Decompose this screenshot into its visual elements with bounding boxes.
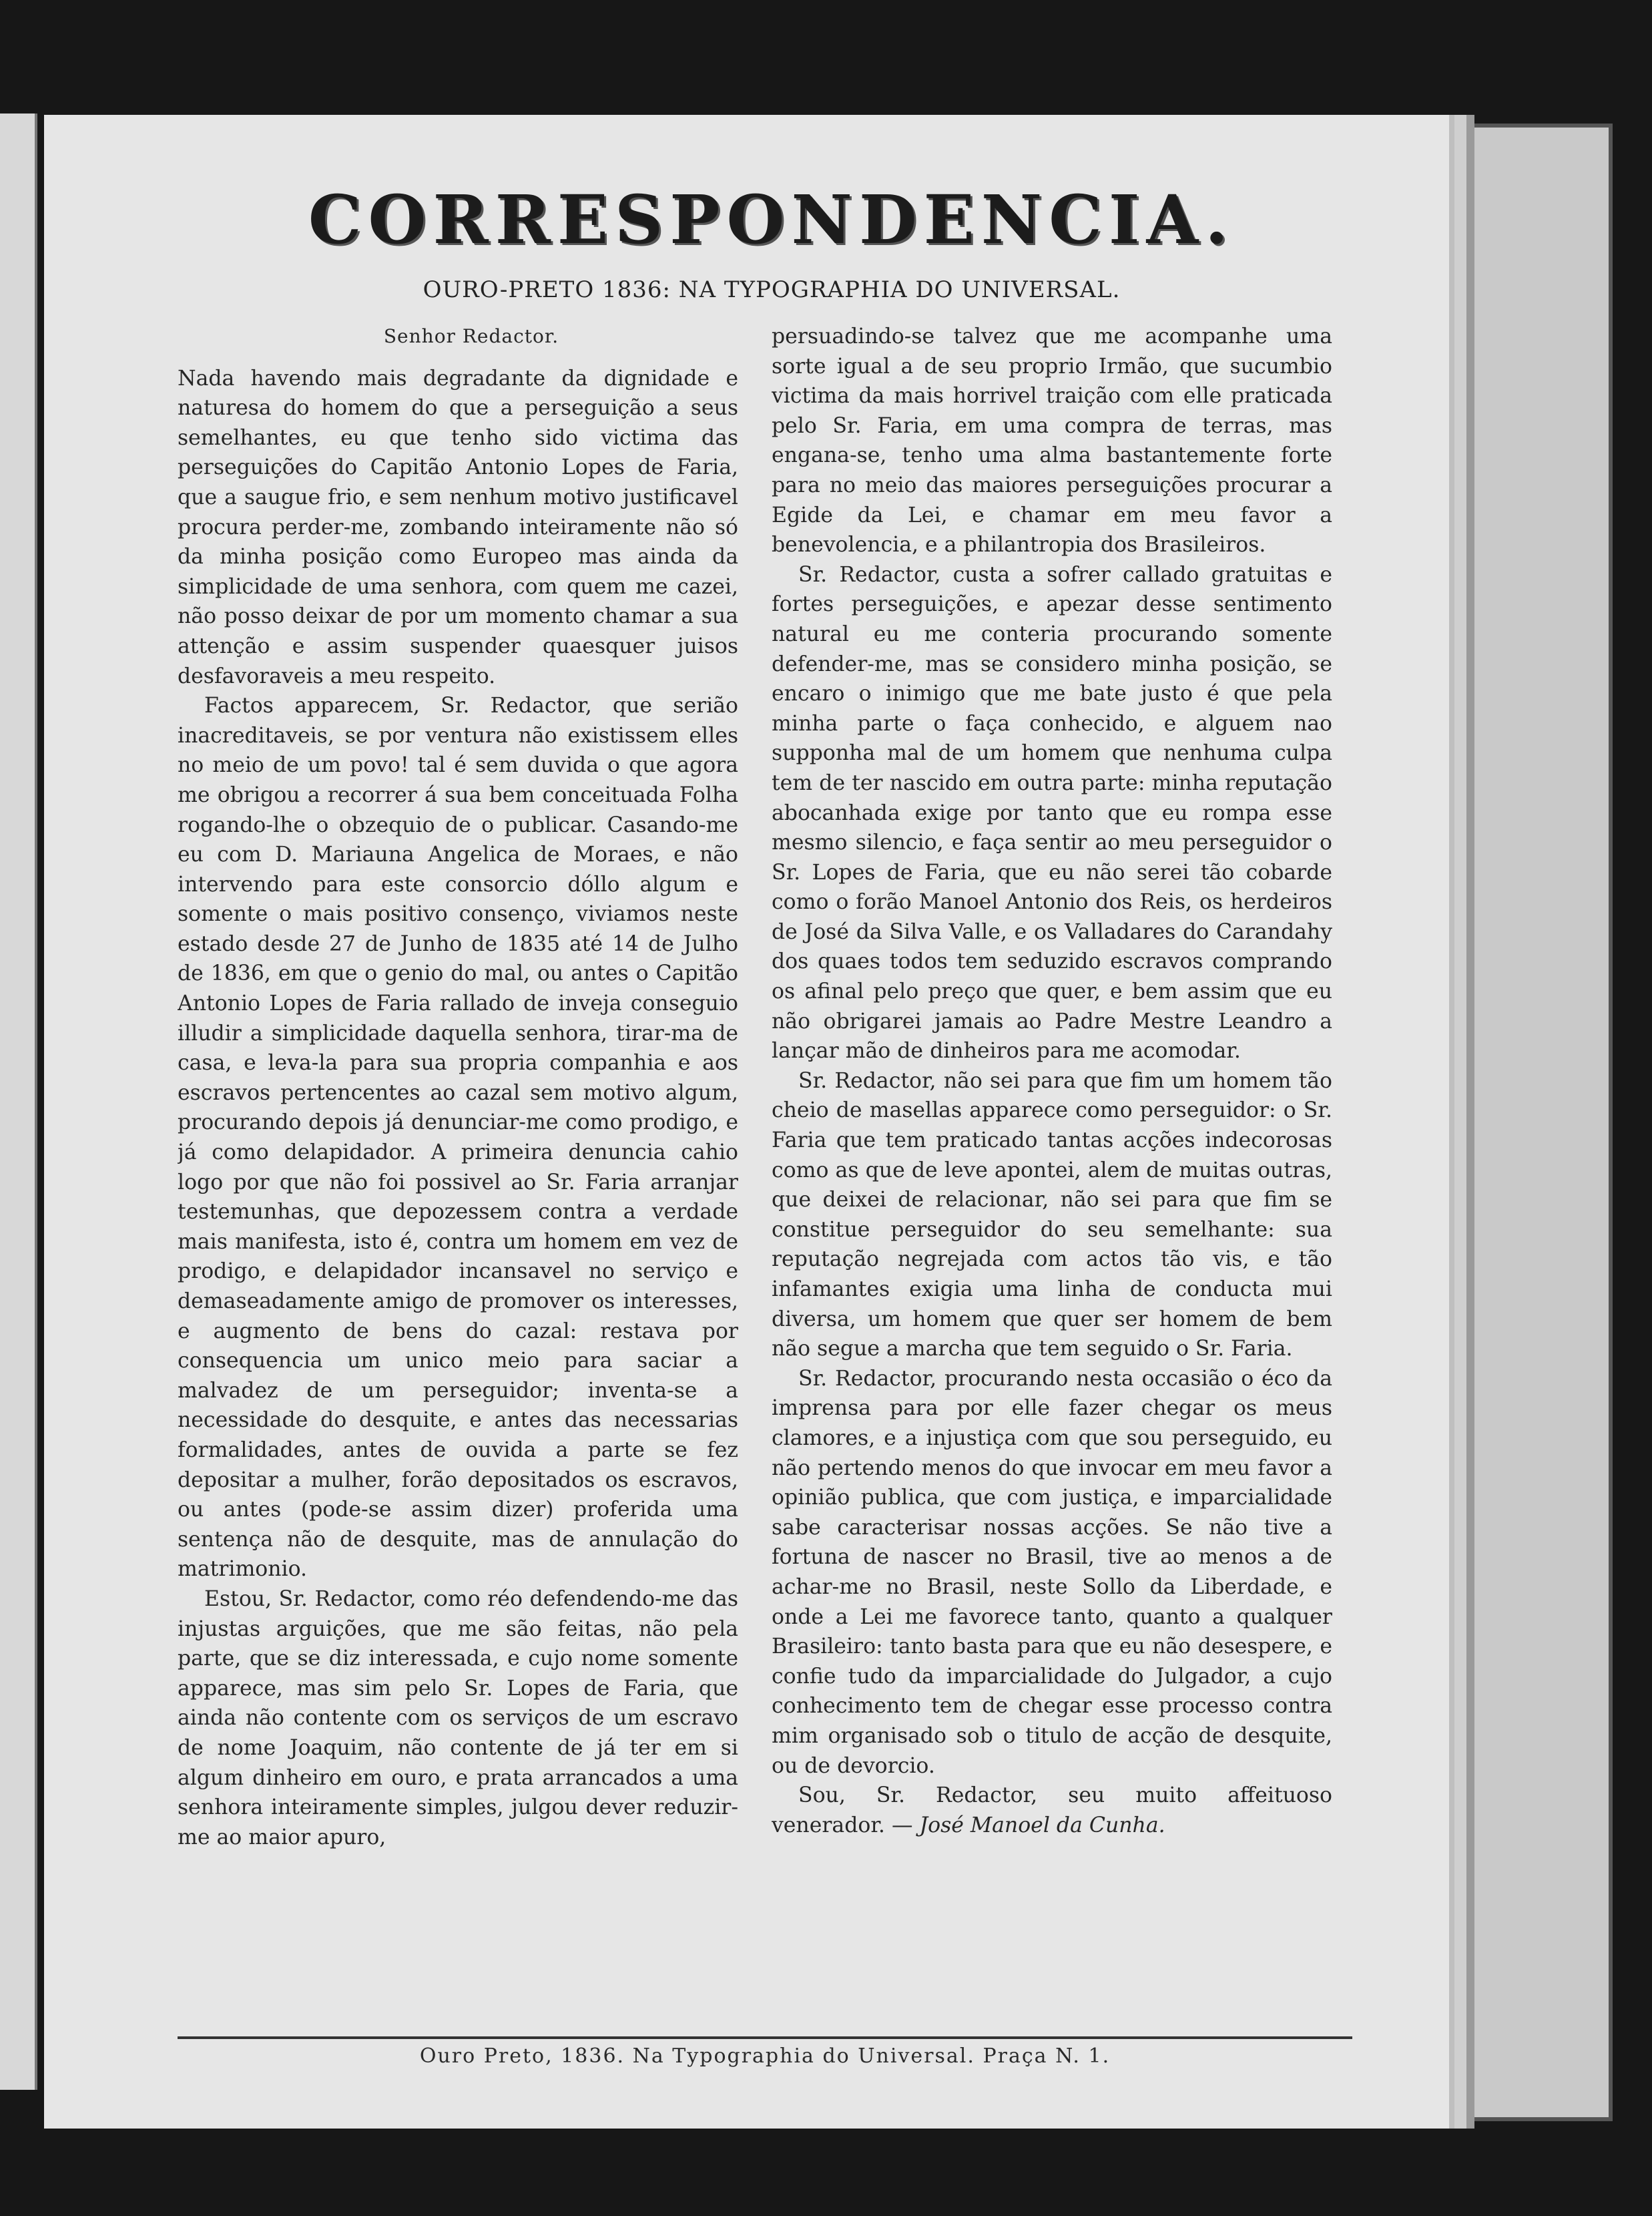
paragraph: Nada havendo mais degradante da dignidade e naturesa do homem do que a perseguição a seus semelhantes, eu que tenho sido victima das perseguições do Capitão Antonio Lopes de Faria, que a saugue frio, e sem nenhum motivo justificavel procura perder-me, zombando inteiramente não só da minha posição como Europeo mas ainda da simplicidade de uma senhora, com quem me cazei, não posso deixar de por um momento chamar a sua attenção e assim suspender quaesquer juisos desfavoraveis a meu respeito. (178, 366, 738, 688)
left-column (178, 322, 738, 2031)
paragraph: Factos apparecem, Sr. Redactor, que serião inacreditaveis, se por ventura não existissem elles no meio de um povo! tal é sem duvida o que agora me obrigou a recorrer á sua bem conceituada Folha rogando-lhe o obzequio de o publicar. Casando-me eu com D. Mariauna Angelica de Moraes, e não intervendo para este consorcio dóllo algum e somente o mais positivo consenço, viviamos neste estado desde 27 de Junho de 1835 até 14 de Julho de 1836, em que o genio do mal, ou antes o Capitão Antonio Lopes de Faria rallado de inveja conseguio illudir a simplicidade daquella senhora, tirar-ma de casa, e leva-la para sua propria companhia e aos escravos pertencentes ao cazal sem motivo algum, procurando depois já denunciar-me como prodigo, e já como delapidador. A primeira denuncia cahio logo por que não foi possivel ao Sr. Faria arranjar testemunhas, que depozessem contra a verdade mais manifesta, isto é, contra um homem em vez de prodigo, e delapidador incansavel no serviço e demaseadamente amigo de promover os interesses, e augmento de bens do cazal: restava por consequencia um unico meio para saciar a malvadez de um perseguidor; inventa-se a necessidade do desquite, e antes das necessarias formalidades, antes de ouvida a parte se fez depositar a mulher, forão depositados os escravos, ou antes (pode-se assim dizer) proferida uma sentença não de desquite, mas de annulação do matrimonio. (178, 694, 738, 1582)
masthead-title: CORRESPONDENCIA. (308, 180, 1235, 259)
paragraph: Estou, Sr. Redactor, como réo defendendo-me das injustas arguições, que me são feitas, não pela parte, que se diz interessada, e cujo nome somente apparece, mas sim pelo Sr. Lopes de Faria, que ainda não contente com os serviços de um escravo de nome Joaquim, não contente de já ter em si algum dinheiro em ouro, e prata arrancados a uma senhora inteiramente simples, julgou dever reduzir-me ao maior apuro, (178, 1586, 738, 1849)
closing-line (772, 1781, 1332, 1840)
page-content (178, 115, 1352, 2129)
letter-body (178, 322, 1352, 2031)
paragraph: Sr. Redactor, procurando nesta occasião o éco da imprensa para por elle fazer chegar os meus clamores, e a injustiça com que sou perseguido, eu não pertendo menos do que invocar em meu favor a opinião publica, que com justiça, e imparcialidade sabe caracterisar nossas acções. Se não tive a fortuna de nascer no Brasil, tive ao menos a de achar-me no Brasil, neste Sollo da Liberdade, e onde a Lei me favorece tanto, quanto a qualquer Brasileiro: tanto basta para que eu não desespere, e confie tudo da imparcialidade do Julgador, a cujo conhecimento tem de chegar esse processo contra mim organisado sob o titulo de acção de desquite, ou de devorcio. (772, 1366, 1332, 1778)
signature: José Manoel da Cunha. (919, 1813, 1165, 1837)
paragraph: persuadindo-se talvez que me acompanhe uma sorte igual a de seu proprio Irmão, que sucumbio victima da mais horrivel traição com elle praticada pelo Sr. Faria, em uma compra de terras, mas engana-se, tenho uma alma bastantemente forte para no meio das maiores perseguições procurar a Egide da Lei, e chamar em meu favor a benevolencia, e a philantropia dos Brasileiros. (772, 324, 1332, 558)
closing-text: Sou, Sr. Redactor, seu muito affeituoso venerador. — (772, 1783, 1332, 1837)
facing-page-edge (0, 114, 37, 2090)
paragraph: Sr. Redactor, não sei para que fim um homem tão cheio de masellas apparece como perseguidor: o Sr. Faria que tem praticado tantas acções indecorosas como as que de leve apontei, alem de muitas outras, que deixei de relacionar, não sei para que fim se constitue perseguidor do seu semelhante: sua reputação negrejada com actos tão vis, e tão infamantes exigia uma linha de conducta mui diversa, um homem que quer ser homem de bem não segue a marcha que tem seguido o Sr. Faria. (772, 1068, 1332, 1361)
right-column (772, 322, 1332, 2031)
paragraph: Sr. Redactor, custa a sofrer callado gratuitas e fortes perseguições, e apezar desse sentimento natural eu me conteria procurando somente defender-me, mas se considero minha posição, se encaro o inimigo que me bate justo é que pela minha parte o faça conhecido, e alguem nao supponha mal de um homem que nenhuma culpa tem de ter nascido em outra parte: minha reputação abocanhada exige por tanto que eu rompa esse mesmo silencio, e faça sentir ao meu perseguidor o Sr. Lopes de Faria, que eu não serei tão cobarde como o forão Manoel Antonio dos Reis, os herdeiros de José da Silva Valle, e os Valladares do Carandahy dos quaes todos tem seduzido escravos comprando os afinal pelo preço que quer, e bem assim que eu não obrigarei jamais ao Padre Mestre Leandro a lançar mão de dinheiros para me acomodar. (772, 562, 1332, 1064)
footer-imprint: Ouro Preto, 1836. Na Typographia do Universal. Praça N. 1. (419, 2044, 1111, 2068)
newspaper-page (44, 115, 1454, 2129)
salutation: Senhor Redactor. (383, 325, 559, 347)
binding-board (1455, 124, 1613, 2121)
imprint-subhead: OURO-PRETO 1836: NA TYPOGRAPHIA DO UNIVERSAL. (423, 276, 1121, 303)
footer-rule (178, 2036, 1352, 2039)
